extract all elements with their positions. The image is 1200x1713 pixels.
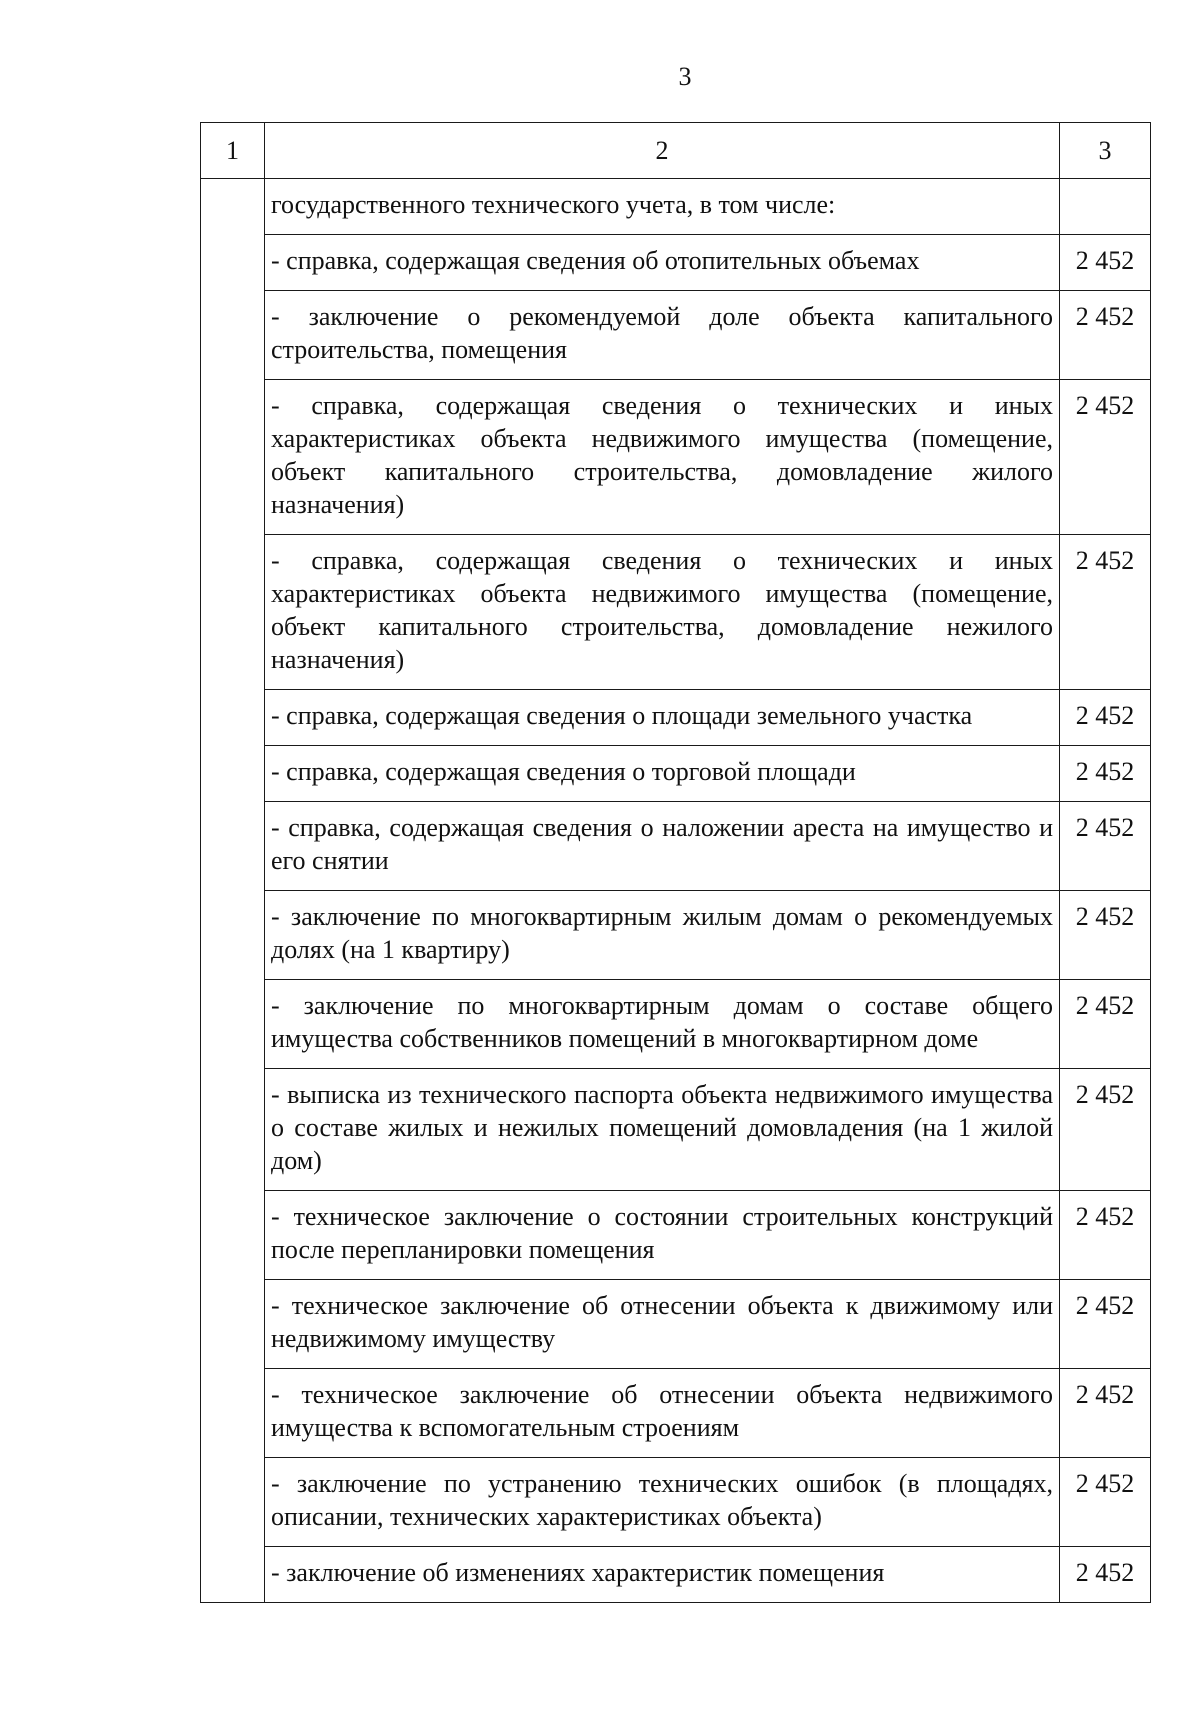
- price-cell: 2 452: [1060, 535, 1151, 690]
- service-description-cell: - справка, содержащая сведения о технических и иных характеристиках объекта недвижимого имущества (помещение, объект капитального строительства, домовладение нежилого назначения): [265, 535, 1060, 690]
- service-description-cell: - справка, содержащая сведения о наложении ареста на имущество и его снятии: [265, 802, 1060, 891]
- row-number-cell: [201, 380, 265, 535]
- row-number-cell: [201, 235, 265, 291]
- column-header-1: 1: [201, 123, 265, 179]
- column-header-2: 2: [265, 123, 1060, 179]
- table-row: [201, 291, 1151, 380]
- price-cell: 2 452: [1060, 1458, 1151, 1547]
- service-description-cell: - справка, содержащая сведения о торговой площади: [265, 746, 1060, 802]
- row-number-cell: [201, 179, 265, 235]
- table-row: [201, 380, 1151, 535]
- row-number-cell: [201, 535, 265, 690]
- row-number-cell: [201, 980, 265, 1069]
- table-row: [201, 1458, 1151, 1547]
- table-row: [201, 179, 1151, 235]
- service-description-cell: - заключение по многоквартирным домам о составе общего имущества собственников помещений в многоквартирном доме: [265, 980, 1060, 1069]
- service-description-cell: - заключение по устранению технических ошибок (в площадях, описании, технических характеристиках объекта): [265, 1458, 1060, 1547]
- service-description-cell: - заключение о рекомендуемой доле объекта капитального строительства, помещения: [265, 291, 1060, 380]
- row-number-cell: [201, 802, 265, 891]
- row-number-cell: [201, 746, 265, 802]
- table-row: [201, 535, 1151, 690]
- service-description-cell: - выписка из технического паспорта объекта недвижимого имущества о составе жилых и нежилых помещений домовладения (на 1 жилой дом): [265, 1069, 1060, 1191]
- service-description-cell: государственного технического учета, в том числе:: [265, 179, 1060, 235]
- price-cell: 2 452: [1060, 1547, 1151, 1603]
- row-number-cell: [201, 891, 265, 980]
- service-description-cell: - техническое заключение об отнесении объекта к движимому или недвижимому имуществу: [265, 1280, 1060, 1369]
- row-number-cell: [201, 1280, 265, 1369]
- table-header-row: [201, 123, 1151, 179]
- table-row: [201, 980, 1151, 1069]
- service-description-cell: - техническое заключение о состоянии строительных конструкций после перепланировки помещения: [265, 1191, 1060, 1280]
- price-cell: 2 452: [1060, 1069, 1151, 1191]
- price-cell: 2 452: [1060, 1369, 1151, 1458]
- table-row: [201, 891, 1151, 980]
- service-description-cell: - справка, содержащая сведения об отопительных объемах: [265, 235, 1060, 291]
- price-cell: [1060, 179, 1151, 235]
- service-description-cell: - заключение по многоквартирным жилым домам о рекомендуемых долях (на 1 квартиру): [265, 891, 1060, 980]
- price-cell: 2 452: [1060, 1191, 1151, 1280]
- row-number-cell: [201, 1191, 265, 1280]
- price-cell: 2 452: [1060, 380, 1151, 535]
- price-cell: 2 452: [1060, 891, 1151, 980]
- table-row: [201, 1191, 1151, 1280]
- price-cell: 2 452: [1060, 980, 1151, 1069]
- price-cell: 2 452: [1060, 235, 1151, 291]
- tariff-table: [200, 122, 1151, 1603]
- table-row: [201, 802, 1151, 891]
- price-cell: 2 452: [1060, 802, 1151, 891]
- service-description-cell: - справка, содержащая сведения о площади земельного участка: [265, 690, 1060, 746]
- table-row: [201, 746, 1151, 802]
- row-number-cell: [201, 1458, 265, 1547]
- row-number-cell: [201, 1069, 265, 1191]
- page-number: 3: [678, 62, 692, 91]
- table-row: [201, 690, 1151, 746]
- table-row: [201, 1069, 1151, 1191]
- price-cell: 2 452: [1060, 291, 1151, 380]
- row-number-cell: [201, 690, 265, 746]
- row-number-cell: [201, 1369, 265, 1458]
- table-row: [201, 235, 1151, 291]
- service-description-cell: - заключение об изменениях характеристик помещения: [265, 1547, 1060, 1603]
- service-description-cell: - справка, содержащая сведения о технических и иных характеристиках объекта недвижимого имущества (помещение, объект капитального строительства, домовладение жилого назначения): [265, 380, 1060, 535]
- price-cell: 2 452: [1060, 1280, 1151, 1369]
- column-header-3: 3: [1060, 123, 1151, 179]
- price-cell: 2 452: [1060, 690, 1151, 746]
- price-cell: 2 452: [1060, 746, 1151, 802]
- table-row: [201, 1280, 1151, 1369]
- row-number-cell: [201, 291, 265, 380]
- table-row: [201, 1547, 1151, 1603]
- table-row: [201, 1369, 1151, 1458]
- service-description-cell: - техническое заключение об отнесении объекта недвижимого имущества к вспомогательным строениям: [265, 1369, 1060, 1458]
- row-number-cell: [201, 1547, 265, 1603]
